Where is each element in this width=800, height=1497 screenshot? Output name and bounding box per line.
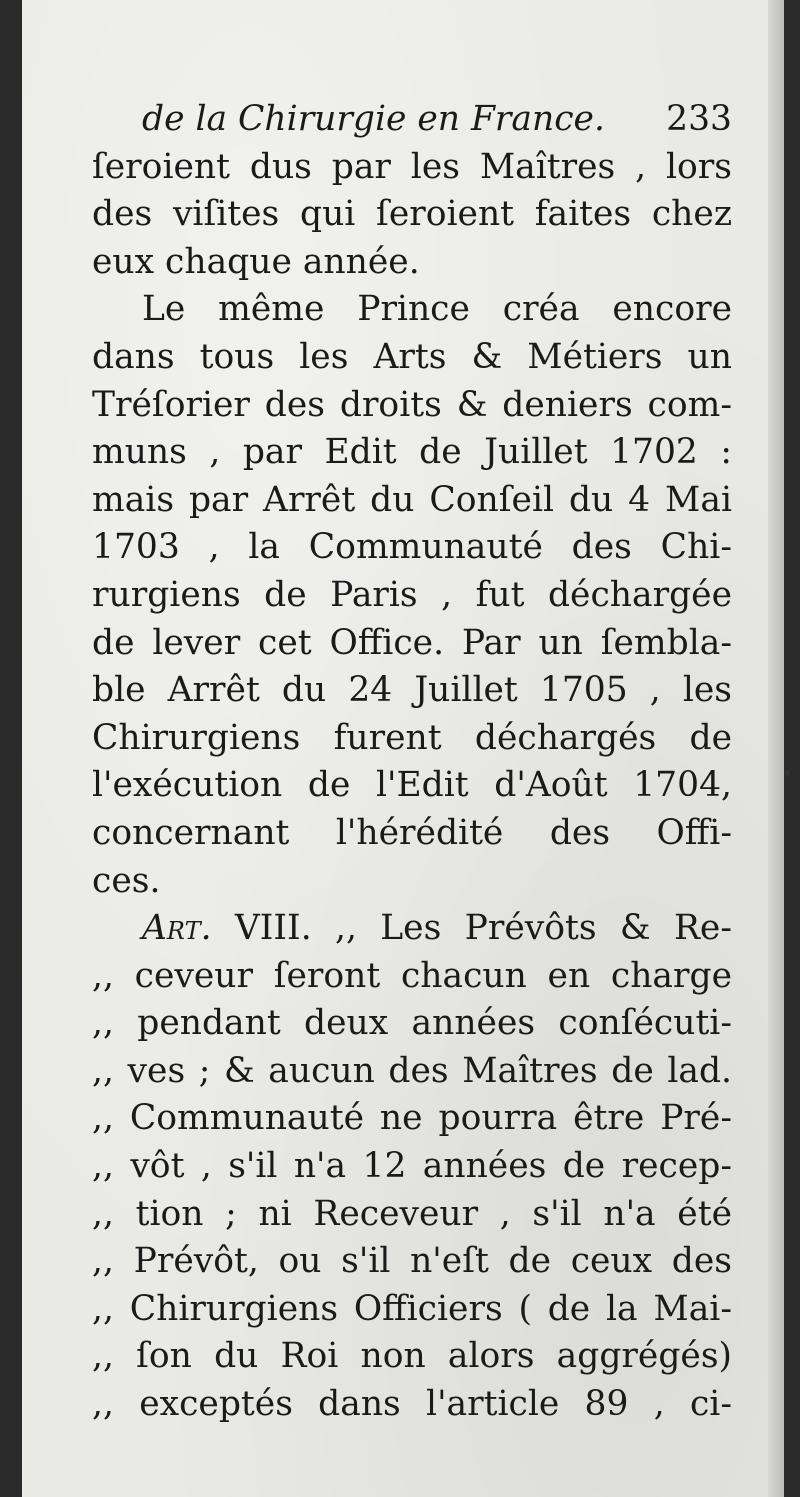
text-line: concernant l'hérédité des Offi-	[92, 812, 732, 853]
quoted-line: ,, Communauté ne pourra être Pré-	[92, 1098, 732, 1139]
paragraph-2	[92, 286, 732, 905]
text-line: rurgiens de Paris , fut déchargée	[92, 574, 732, 615]
page-header	[92, 96, 732, 144]
quoted-line: ,, exceptés dans l'article 89 , ci-	[92, 1384, 732, 1425]
quoted-line: ,, ſon du Roi non alors aggrégés)	[92, 1336, 732, 1377]
article-label: Art.	[142, 908, 212, 949]
text-line: ces.	[92, 860, 161, 901]
text-line: de lever cet Office. Par un ſembla-	[92, 622, 732, 663]
text-line: Le même Prince créa encore	[142, 289, 732, 330]
text-line: eux chaque année.	[92, 241, 420, 282]
text-line: muns , par Edit de Juillet 1702 :	[92, 432, 732, 473]
quoted-line: ,, Prévôt, ou s'il n'eſt de ceux des	[92, 1241, 732, 1282]
quoted-line: ,, vôt , s'il n'a 12 années de recep-	[92, 1146, 732, 1187]
page-text	[92, 96, 732, 1429]
text-line: dans tous les Arts & Métiers un	[92, 336, 732, 377]
quoted-line: ,, ceveur ſeront chacun en charge	[92, 955, 732, 996]
article-heading-line	[92, 905, 732, 953]
text-line: Tréſorier des droits & deniers com-	[92, 384, 732, 425]
text-line: ble Arrêt du 24 Juillet 1705 , les	[92, 670, 732, 711]
page-number: 233	[666, 99, 732, 139]
quoted-line: ,, tion ; ni Receveur , s'il n'a été	[92, 1193, 732, 1234]
quoted-line: ,, pendant deux années conſécuti-	[92, 1003, 732, 1044]
text-line: l'exécution de l'Edit d'Août 1704,	[92, 765, 732, 806]
text-line: des viſites qui ſeroient faites chez	[92, 194, 732, 235]
running-head: de la Chirurgie en France.	[142, 99, 605, 139]
text-line: 1703 , la Communauté des Chi-	[92, 527, 732, 568]
page-edge	[768, 0, 784, 1497]
text-line: ſeroient dus par les Maîtres , lors	[92, 146, 732, 187]
margin-dot	[784, 770, 790, 776]
text-line: Chirurgiens furent déchargés de	[92, 717, 732, 758]
text-line: mais par Arrêt du Conſeil du 4 Mai	[92, 479, 732, 520]
paragraph-1	[92, 144, 732, 287]
quoted-line: ,, ves ; & aucun des Maîtres de lad.	[92, 1050, 732, 1091]
article-heading-rest: VIII. ,, Les Prévôts & Re-	[234, 908, 732, 949]
article-viii	[92, 905, 732, 1429]
quoted-line: ,, Chirurgiens Officiers ( de la Mai-	[92, 1288, 732, 1329]
book-page	[22, 0, 784, 1497]
